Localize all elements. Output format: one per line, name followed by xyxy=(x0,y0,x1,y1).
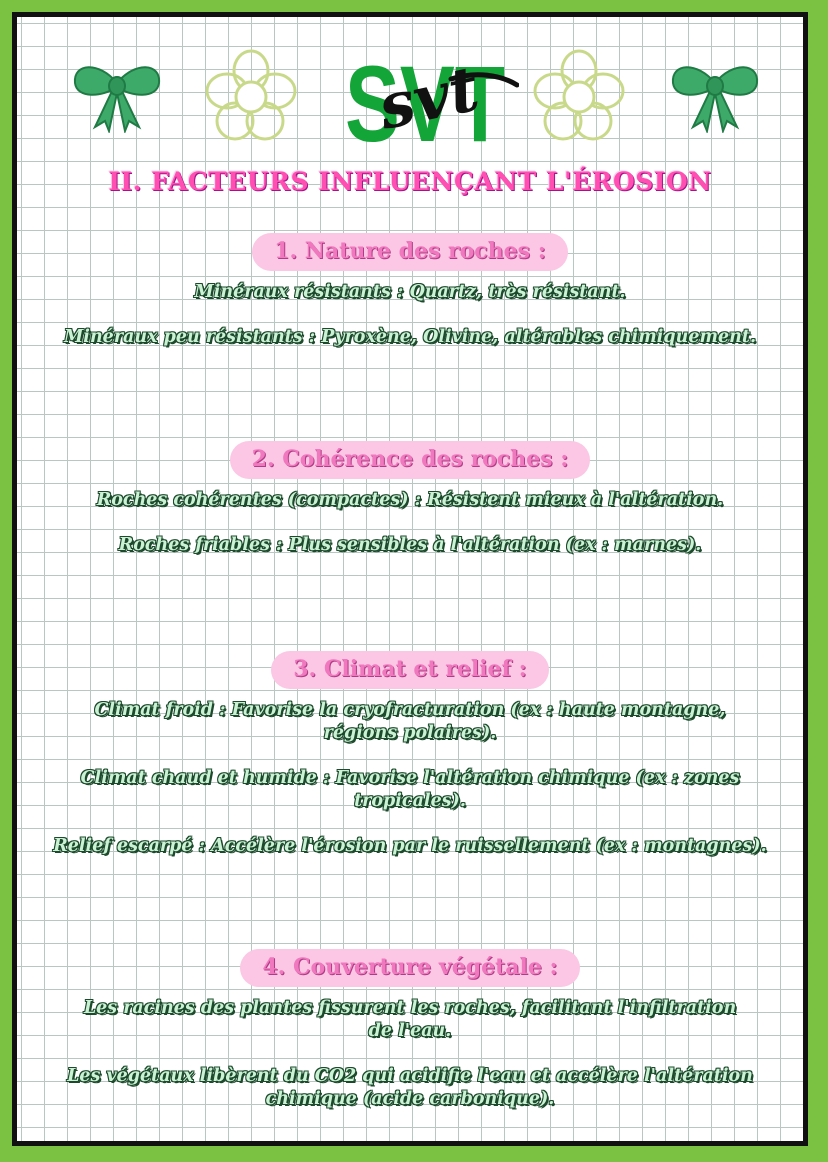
section-line: Minéraux résistants : Quartz, très résistant. xyxy=(194,282,626,302)
section-line: Les végétaux libèrent du CO2 qui acidifie l'eau et accélère l'altération chimique (acide carbonique). xyxy=(67,1066,753,1109)
bow-icon xyxy=(667,53,763,133)
bow-icon xyxy=(69,53,165,133)
section-heading: 3. Climat et relief : xyxy=(271,651,549,689)
svg-text:SVT: SVT xyxy=(345,49,505,149)
svt-logo xyxy=(331,49,519,149)
section-line: Roches friables : Plus sensibles à l'altération (ex : marnes). xyxy=(118,535,702,555)
section-line: Les racines des plantes fissurent les roches, facilitant l'infiltration de l'eau. xyxy=(83,998,737,1041)
section-heading: 2. Cohérence des roches : xyxy=(230,441,591,479)
section-coherence-roches xyxy=(17,441,803,557)
section-line: Roches cohérentes (compactes) : Résistent mieux à l'altération. xyxy=(96,490,724,510)
section-couverture-vegetale xyxy=(17,949,803,1111)
flower-icon xyxy=(529,47,629,147)
section-line: Relief escarpé : Accélère l'érosion par le ruissellement (ex : montagnes). xyxy=(53,836,767,856)
svg-text:svt: svt xyxy=(372,51,485,144)
section-line: Climat chaud et humide : Favorise l'altération chimique (ex : zones tropicales). xyxy=(80,768,740,811)
section-line: Minéraux peu résistants : Pyroxène, Olivine, altérables chimiquement. xyxy=(63,327,757,347)
section-nature-roches xyxy=(17,233,803,349)
section-heading: 1. Nature des roches : xyxy=(252,233,568,271)
grid-page xyxy=(12,12,808,1146)
section-climat-relief xyxy=(17,651,803,858)
section-heading: 4. Couverture végétale : xyxy=(240,949,579,987)
flower-icon xyxy=(201,47,301,147)
page-title: II. FACTEURS INFLUENÇANT L'ÉROSION xyxy=(108,167,712,196)
section-line: Climat froid : Favorise la cryofracturation (ex : haute montagne, régions polaires). xyxy=(94,700,726,743)
